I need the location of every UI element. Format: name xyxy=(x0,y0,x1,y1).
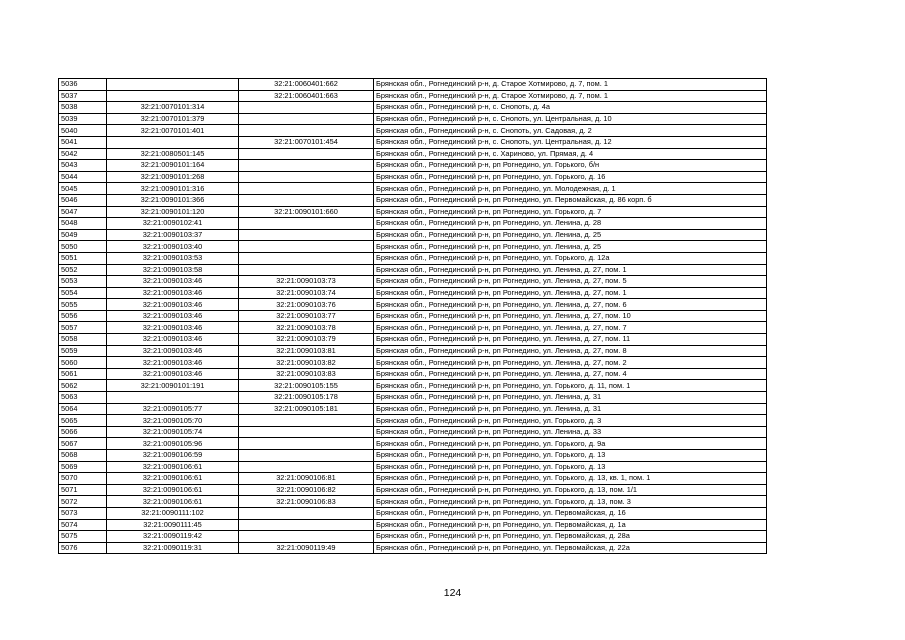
row-number-cell: 5066 xyxy=(59,426,107,438)
address-cell: Брянская обл., Рогнединский р-н, рп Рогнедино, ул. Горького, д. 16 xyxy=(374,171,767,183)
table-row xyxy=(59,438,767,450)
cadastral-number-cell: 32:21:0090101:191 xyxy=(107,380,239,392)
table-row xyxy=(59,113,767,125)
address-cell: Брянская обл., Рогнединский р-н, рп Рогнедино, ул. Горького, д. 7 xyxy=(374,206,767,218)
object-cadastral-number-cell xyxy=(239,113,374,125)
row-number-cell: 5068 xyxy=(59,450,107,462)
address-cell: Брянская обл., Рогнединский р-н, рп Рогнедино, ул. Ленина, д. 27, пом. 1 xyxy=(374,287,767,299)
object-cadastral-number-cell xyxy=(239,160,374,172)
row-number-cell: 5052 xyxy=(59,264,107,276)
cadastral-number-cell: 32:21:0090105:96 xyxy=(107,438,239,450)
table-row xyxy=(59,206,767,218)
object-cadastral-number-cell: 32:21:0090103:73 xyxy=(239,276,374,288)
address-cell: Брянская обл., Рогнединский р-н, рп Рогнедино, ул. Ленина, д. 27, пом. 4 xyxy=(374,368,767,380)
table-row xyxy=(59,473,767,485)
address-cell: Брянская обл., Рогнединский р-н, рп Рогнедино, ул. Горького, д. 11, пом. 1 xyxy=(374,380,767,392)
row-number-cell: 5044 xyxy=(59,171,107,183)
object-cadastral-number-cell xyxy=(239,426,374,438)
object-cadastral-number-cell: 32:21:0090103:74 xyxy=(239,287,374,299)
row-number-cell: 5069 xyxy=(59,461,107,473)
address-cell: Брянская обл., Рогнединский р-н, д. Старое Хотмирово, д. 7, пом. 1 xyxy=(374,90,767,102)
table-row xyxy=(59,90,767,102)
table-row xyxy=(59,160,767,172)
address-cell: Брянская обл., Рогнединский р-н, с. Снопоть, ул. Центральная, д. 10 xyxy=(374,113,767,125)
cadastral-number-cell: 32:21:0090101:366 xyxy=(107,194,239,206)
row-number-cell: 5063 xyxy=(59,392,107,404)
address-cell: Брянская обл., Рогнединский р-н, с. Снопоть, ул. Центральная, д. 12 xyxy=(374,136,767,148)
object-cadastral-number-cell: 32:21:0090119:49 xyxy=(239,542,374,554)
cadastral-number-cell: 32:21:0090106:59 xyxy=(107,450,239,462)
object-cadastral-number-cell: 32:21:0090103:78 xyxy=(239,322,374,334)
table-row xyxy=(59,461,767,473)
cadastral-number-cell xyxy=(107,392,239,404)
row-number-cell: 5050 xyxy=(59,241,107,253)
cadastral-number-cell: 32:21:0090101:316 xyxy=(107,183,239,195)
address-cell: Брянская обл., Рогнединский р-н, рп Рогнедино, ул. Ленина, д. 31 xyxy=(374,403,767,415)
row-number-cell: 5058 xyxy=(59,334,107,346)
object-cadastral-number-cell xyxy=(239,450,374,462)
object-cadastral-number-cell xyxy=(239,125,374,137)
cadastral-number-cell: 32:21:0090103:46 xyxy=(107,310,239,322)
row-number-cell: 5070 xyxy=(59,473,107,485)
table-row xyxy=(59,403,767,415)
object-cadastral-number-cell xyxy=(239,252,374,264)
row-number-cell: 5076 xyxy=(59,542,107,554)
cadastral-number-cell: 32:21:0070101:314 xyxy=(107,102,239,114)
table-body xyxy=(59,79,767,554)
cadastral-number-cell: 32:21:0090103:53 xyxy=(107,252,239,264)
row-number-cell: 5036 xyxy=(59,79,107,91)
address-cell: Брянская обл., Рогнединский р-н, рп Рогнедино, ул. Ленина, д. 33 xyxy=(374,426,767,438)
address-cell: Брянская обл., Рогнединский р-н, рп Рогнедино, ул. Первомайская, д. 22а xyxy=(374,542,767,554)
table-row xyxy=(59,368,767,380)
cadastral-number-cell: 32:21:0090103:46 xyxy=(107,334,239,346)
cadastral-number-cell: 32:21:0090101:268 xyxy=(107,171,239,183)
address-cell: Брянская обл., Рогнединский р-н, рп Рогнедино, ул. Ленина, д. 25 xyxy=(374,241,767,253)
address-cell: Брянская обл., Рогнединский р-н, д. Старое Хотмирово, д. 7, пом. 1 xyxy=(374,79,767,91)
object-cadastral-number-cell: 32:21:0060401:663 xyxy=(239,90,374,102)
table-row xyxy=(59,276,767,288)
address-cell: Брянская обл., Рогнединский р-н, рп Рогнедино, ул. Ленина, д. 31 xyxy=(374,392,767,404)
address-cell: Брянская обл., Рогнединский р-н, рп Рогнедино, ул. Горького, д. 13, пом. 1/1 xyxy=(374,484,767,496)
address-cell: Брянская обл., Рогнединский р-н, рп Рогнедино, ул. Первомайская, д. 1а xyxy=(374,519,767,531)
row-number-cell: 5040 xyxy=(59,125,107,137)
object-cadastral-number-cell: 32:21:0070101:454 xyxy=(239,136,374,148)
object-cadastral-number-cell xyxy=(239,241,374,253)
row-number-cell: 5043 xyxy=(59,160,107,172)
table-row xyxy=(59,310,767,322)
object-cadastral-number-cell: 32:21:0090103:81 xyxy=(239,345,374,357)
object-cadastral-number-cell xyxy=(239,218,374,230)
table-row xyxy=(59,79,767,91)
cadastral-number-cell: 32:21:0090103:46 xyxy=(107,287,239,299)
address-cell: Брянская обл., Рогнединский р-н, рп Рогнедино, ул. Первомайская, д. 28а xyxy=(374,531,767,543)
table-row xyxy=(59,519,767,531)
row-number-cell: 5042 xyxy=(59,148,107,160)
address-cell: Брянская обл., Рогнединский р-н, рп Рогнедино, ул. Горького, д. 13, пом. 3 xyxy=(374,496,767,508)
cadastral-number-cell: 32:21:0090106:61 xyxy=(107,496,239,508)
table-row xyxy=(59,496,767,508)
cadastral-number-cell: 32:21:0090103:46 xyxy=(107,322,239,334)
row-number-cell: 5041 xyxy=(59,136,107,148)
table-row xyxy=(59,507,767,519)
table-row xyxy=(59,415,767,427)
cadastral-number-cell: 32:21:0090103:46 xyxy=(107,345,239,357)
table-row xyxy=(59,287,767,299)
object-cadastral-number-cell xyxy=(239,183,374,195)
object-cadastral-number-cell: 32:21:0090106:81 xyxy=(239,473,374,485)
address-cell: Брянская обл., Рогнединский р-н, рп Рогнедино, ул. Ленина, д. 27, пом. 6 xyxy=(374,299,767,311)
property-register-table xyxy=(58,78,767,554)
row-number-cell: 5056 xyxy=(59,310,107,322)
table-row xyxy=(59,380,767,392)
table-row xyxy=(59,218,767,230)
address-cell: Брянская обл., Рогнединский р-н, рп Рогнедино, ул. Ленина, д. 27, пом. 7 xyxy=(374,322,767,334)
row-number-cell: 5038 xyxy=(59,102,107,114)
cadastral-number-cell: 32:21:0070101:379 xyxy=(107,113,239,125)
address-cell: Брянская обл., Рогнединский р-н, с. Хариново, ул. Прямая, д. 4 xyxy=(374,148,767,160)
cadastral-number-cell: 32:21:0090101:164 xyxy=(107,160,239,172)
cadastral-number-cell: 32:21:0090119:31 xyxy=(107,542,239,554)
address-cell: Брянская обл., Рогнединский р-н, рп Рогнедино, ул. Горького, д. 13, кв. 1, пом. 1 xyxy=(374,473,767,485)
row-number-cell: 5060 xyxy=(59,357,107,369)
table-row xyxy=(59,264,767,276)
object-cadastral-number-cell xyxy=(239,519,374,531)
row-number-cell: 5073 xyxy=(59,507,107,519)
row-number-cell: 5072 xyxy=(59,496,107,508)
row-number-cell: 5064 xyxy=(59,403,107,415)
cadastral-number-cell: 32:21:0090103:46 xyxy=(107,368,239,380)
object-cadastral-number-cell: 32:21:0090103:77 xyxy=(239,310,374,322)
cadastral-number-cell: 32:21:0090106:61 xyxy=(107,461,239,473)
row-number-cell: 5047 xyxy=(59,206,107,218)
address-cell: Брянская обл., Рогнединский р-н, рп Рогнедино, ул. Молодежная, д. 1 xyxy=(374,183,767,195)
object-cadastral-number-cell xyxy=(239,415,374,427)
address-cell: Брянская обл., Рогнединский р-н, рп Рогнедино, ул. Горького, д. 13 xyxy=(374,461,767,473)
cadastral-number-cell: 32:21:0090105:74 xyxy=(107,426,239,438)
row-number-cell: 5065 xyxy=(59,415,107,427)
row-number-cell: 5061 xyxy=(59,368,107,380)
address-cell: Брянская обл., Рогнединский р-н, рп Рогнедино, ул. Ленина, д. 27, пом. 10 xyxy=(374,310,767,322)
table-row xyxy=(59,450,767,462)
row-number-cell: 5053 xyxy=(59,276,107,288)
object-cadastral-number-cell xyxy=(239,531,374,543)
object-cadastral-number-cell xyxy=(239,229,374,241)
address-cell: Брянская обл., Рогнединский р-н, рп Рогнедино, ул. Горького, д. 3 xyxy=(374,415,767,427)
cadastral-number-cell: 32:21:0090103:40 xyxy=(107,241,239,253)
table-row xyxy=(59,183,767,195)
object-cadastral-number-cell: 32:21:0090106:82 xyxy=(239,484,374,496)
table-row xyxy=(59,102,767,114)
table-row xyxy=(59,194,767,206)
object-cadastral-number-cell xyxy=(239,102,374,114)
object-cadastral-number-cell xyxy=(239,507,374,519)
cadastral-number-cell: 32:21:0090111:102 xyxy=(107,507,239,519)
table-row xyxy=(59,229,767,241)
address-cell: Брянская обл., Рогнединский р-н, рп Рогнедино, ул. Горького, д. 12а xyxy=(374,252,767,264)
row-number-cell: 5074 xyxy=(59,519,107,531)
object-cadastral-number-cell xyxy=(239,461,374,473)
address-cell: Брянская обл., Рогнединский р-н, рп Рогнедино, ул. Ленина, д. 27, пом. 2 xyxy=(374,357,767,369)
address-cell: Брянская обл., Рогнединский р-н, рп Рогнедино, ул. Ленина, д. 27, пом. 5 xyxy=(374,276,767,288)
address-cell: Брянская обл., Рогнединский р-н, рп Рогнедино, ул. Горького, д. 9а xyxy=(374,438,767,450)
row-number-cell: 5045 xyxy=(59,183,107,195)
row-number-cell: 5054 xyxy=(59,287,107,299)
table-row xyxy=(59,357,767,369)
object-cadastral-number-cell: 32:21:0090101:660 xyxy=(239,206,374,218)
object-cadastral-number-cell: 32:21:0060401:662 xyxy=(239,79,374,91)
object-cadastral-number-cell: 32:21:0090105:181 xyxy=(239,403,374,415)
address-cell: Брянская обл., Рогнединский р-н, рп Рогнедино, ул. Ленина, д. 27, пом. 1 xyxy=(374,264,767,276)
cadastral-number-cell: 32:21:0090119:42 xyxy=(107,531,239,543)
row-number-cell: 5075 xyxy=(59,531,107,543)
cadastral-number-cell: 32:21:0090103:46 xyxy=(107,357,239,369)
table-row xyxy=(59,334,767,346)
table-row xyxy=(59,136,767,148)
cadastral-number-cell: 32:21:0090106:61 xyxy=(107,484,239,496)
row-number-cell: 5062 xyxy=(59,380,107,392)
object-cadastral-number-cell: 32:21:0090105:155 xyxy=(239,380,374,392)
table-row xyxy=(59,542,767,554)
row-number-cell: 5055 xyxy=(59,299,107,311)
page-number: 124 xyxy=(443,587,462,599)
row-number-cell: 5051 xyxy=(59,252,107,264)
object-cadastral-number-cell xyxy=(239,171,374,183)
table-row xyxy=(59,531,767,543)
cadastral-number-cell: 32:21:0090105:77 xyxy=(107,403,239,415)
row-number-cell: 5037 xyxy=(59,90,107,102)
object-cadastral-number-cell: 32:21:0090103:83 xyxy=(239,368,374,380)
object-cadastral-number-cell xyxy=(239,264,374,276)
object-cadastral-number-cell: 32:21:0090103:79 xyxy=(239,334,374,346)
address-cell: Брянская обл., Рогнединский р-н, с. Снопоть, ул. Садовая, д. 2 xyxy=(374,125,767,137)
object-cadastral-number-cell: 32:21:0090103:76 xyxy=(239,299,374,311)
table-row xyxy=(59,252,767,264)
cadastral-number-cell: 32:21:0090105:70 xyxy=(107,415,239,427)
object-cadastral-number-cell xyxy=(239,438,374,450)
address-cell: Брянская обл., Рогнединский р-н, рп Рогнедино, ул. Ленина, д. 25 xyxy=(374,229,767,241)
object-cadastral-number-cell xyxy=(239,148,374,160)
table-row xyxy=(59,171,767,183)
cadastral-number-cell: 32:21:0090103:58 xyxy=(107,264,239,276)
table-row xyxy=(59,345,767,357)
object-cadastral-number-cell xyxy=(239,194,374,206)
row-number-cell: 5046 xyxy=(59,194,107,206)
table-row xyxy=(59,299,767,311)
cadastral-number-cell: 32:21:0090101:120 xyxy=(107,206,239,218)
address-cell: Брянская обл., Рогнединский р-н, с. Снопоть, д. 4а xyxy=(374,102,767,114)
address-cell: Брянская обл., Рогнединский р-н, рп Рогнедино, ул. Ленина, д. 28 xyxy=(374,218,767,230)
address-cell: Брянская обл., Рогнединский р-н, рп Рогнедино, ул. Горького, б/н xyxy=(374,160,767,172)
address-cell: Брянская обл., Рогнединский р-н, рп Рогнедино, ул. Ленина, д. 27, пом. 11 xyxy=(374,334,767,346)
row-number-cell: 5039 xyxy=(59,113,107,125)
table-row xyxy=(59,484,767,496)
cadastral-number-cell xyxy=(107,79,239,91)
cadastral-number-cell: 32:21:0090102:41 xyxy=(107,218,239,230)
table-row xyxy=(59,322,767,334)
cadastral-number-cell: 32:21:0080501:145 xyxy=(107,148,239,160)
row-number-cell: 5057 xyxy=(59,322,107,334)
cadastral-number-cell: 32:21:0090103:37 xyxy=(107,229,239,241)
address-cell: Брянская обл., Рогнединский р-н, рп Рогнедино, ул. Первомайская, д. 86 корп. б xyxy=(374,194,767,206)
table-row xyxy=(59,125,767,137)
cadastral-number-cell xyxy=(107,136,239,148)
row-number-cell: 5067 xyxy=(59,438,107,450)
cadastral-number-cell xyxy=(107,90,239,102)
table-row xyxy=(59,392,767,404)
object-cadastral-number-cell: 32:21:0090105:178 xyxy=(239,392,374,404)
row-number-cell: 5048 xyxy=(59,218,107,230)
cadastral-number-cell: 32:21:0070101:401 xyxy=(107,125,239,137)
object-cadastral-number-cell: 32:21:0090103:82 xyxy=(239,357,374,369)
cadastral-number-cell: 32:21:0090103:46 xyxy=(107,299,239,311)
row-number-cell: 5071 xyxy=(59,484,107,496)
row-number-cell: 5049 xyxy=(59,229,107,241)
row-number-cell: 5059 xyxy=(59,345,107,357)
cadastral-number-cell: 32:21:0090111:45 xyxy=(107,519,239,531)
address-cell: Брянская обл., Рогнединский р-н, рп Рогнедино, ул. Ленина, д. 27, пом. 8 xyxy=(374,345,767,357)
cadastral-number-cell: 32:21:0090103:46 xyxy=(107,276,239,288)
address-cell: Брянская обл., Рогнединский р-н, рп Рогнедино, ул. Горького, д. 13 xyxy=(374,450,767,462)
table-row xyxy=(59,241,767,253)
table-row xyxy=(59,426,767,438)
object-cadastral-number-cell: 32:21:0090106:83 xyxy=(239,496,374,508)
table-row xyxy=(59,148,767,160)
cadastral-number-cell: 32:21:0090106:61 xyxy=(107,473,239,485)
address-cell: Брянская обл., Рогнединский р-н, рп Рогнедино, ул. Первомайская, д. 16 xyxy=(374,507,767,519)
